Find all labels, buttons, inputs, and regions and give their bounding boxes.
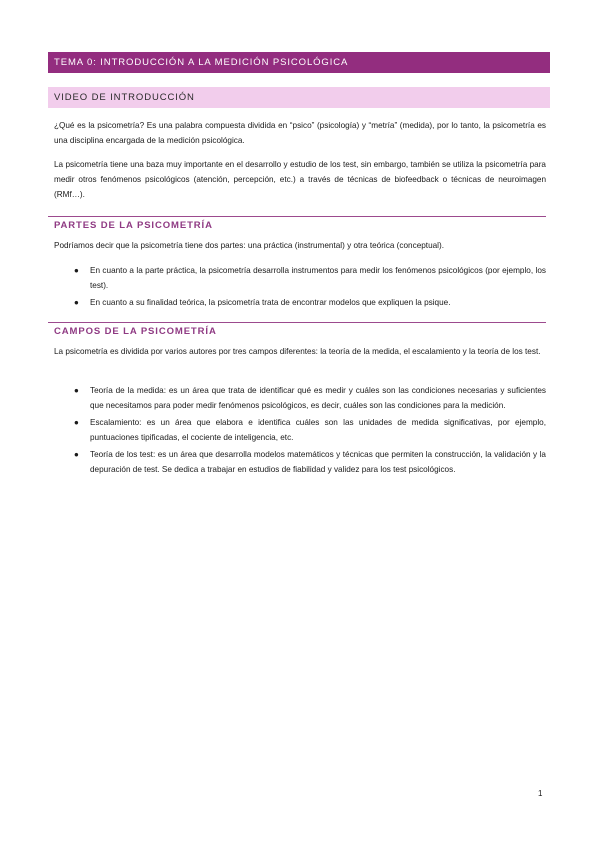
page-number: 1 [538, 789, 543, 798]
list-item [54, 447, 546, 477]
section-divider-partes [48, 216, 546, 217]
section-heading-partes: PARTES DE LA PSICOMETRÍA [54, 220, 213, 231]
bullet-icon: ● [74, 418, 79, 427]
chapter-title-banner: TEMA 0: INTRODUCCIÓN A LA MEDICIÓN PSICOLÓGICA [48, 52, 550, 73]
section-divider-campos [48, 322, 546, 323]
list-item [54, 295, 546, 310]
partes-intro-paragraph: Podríamos decir que la psicometría tiene dos partes: una práctica (instrumental) y otra teórica (conceptual). [54, 241, 445, 250]
list-item [54, 383, 546, 413]
list-item-text: Teoría de los test: es un área que desarrolla modelos matemáticos y técnicas que permiten la construcción, la validación y la depuración de test. Se dedica a trabajar en estudios de fiabilidad y validez para los test psicológicos. [90, 450, 546, 474]
bullet-icon: ● [74, 386, 79, 395]
bullet-icon: ● [74, 266, 79, 275]
list-item-text: Teoría de la medida: es un área que trata de identificar qué es medir y cuáles son las condiciones necesarias y suficientes que necesitamos para poder medir fenómenos psicológicos, es decir, cuáles son las condiciones para la medición. [90, 386, 546, 410]
section-heading-campos: CAMPOS DE LA PSICOMETRÍA [54, 326, 217, 337]
partes-list [54, 263, 546, 312]
list-item [54, 263, 546, 293]
campos-list [54, 383, 546, 479]
list-item-text: En cuanto a su finalidad teórica, la psicometría trata de encontrar modelos que expliquen la psique. [90, 298, 451, 307]
bullet-icon: ● [74, 450, 79, 459]
section-title-banner: VIDEO DE INTRODUCCIÓN [48, 87, 550, 108]
bullet-icon: ● [74, 298, 79, 307]
list-item-text: Escalamiento: es un área que elabora e identifica cuáles son las unidades de medida significativas, por ejemplo, puntuaciones tipificadas, el cociente de inteligencia, etc. [90, 418, 546, 442]
intro-paragraph-2: La psicometría tiene una baza muy importante en el desarrollo y estudio de los test, sin embargo, también se utiliza la psicometría para medir otros fenómenos psicológicos (atención, percepción, etc.) a través de técnicas de biofeedback o técnicas de neuroimagen (RMf…). [54, 160, 546, 199]
intro-paragraph-1: ¿Qué es la psicometría? Es una palabra compuesta dividida en “psico” (psicología) y “metría” (medida), por lo tanto, la psicometría es una disciplina encargada de la medición psicológica. [54, 121, 546, 145]
list-item [54, 415, 546, 445]
campos-intro-paragraph: La psicometría es dividida por varios autores por tres campos diferentes: la teoría de la medida, el escalamiento y la teoría de los test. [54, 347, 541, 356]
list-item-text: En cuanto a la parte práctica, la psicometría desarrolla instrumentos para medir los fenómenos psicológicos (por ejemplo, los test). [90, 266, 546, 290]
